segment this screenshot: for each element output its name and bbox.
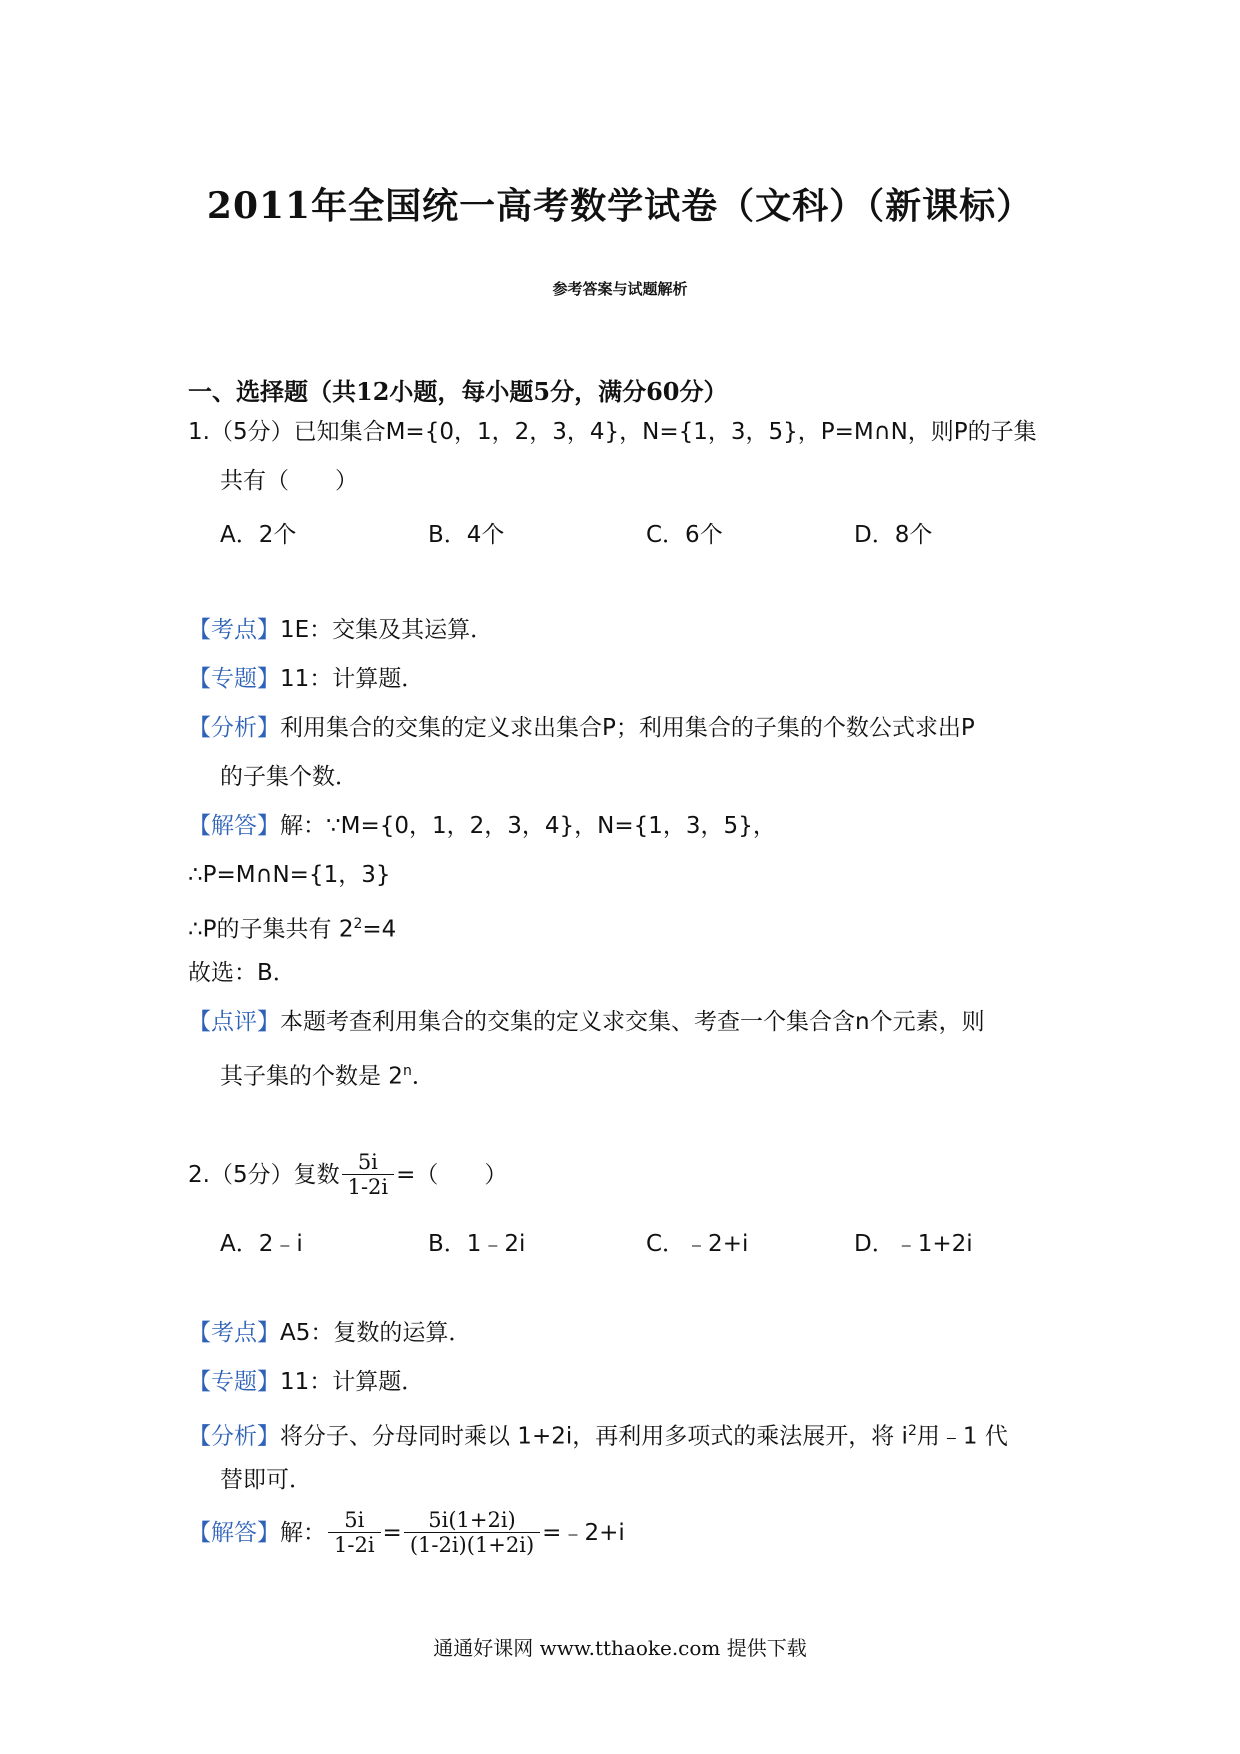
kaodian-tag: 【考点】 — [188, 1320, 280, 1346]
jieda3-sup: 2 — [353, 916, 363, 932]
page-title: 2011年全国统一高考数学试卷（文科）（新课标） — [206, 185, 1034, 227]
kaodian-text: 1E：交集及其运算． — [280, 617, 494, 643]
jieda-post: =﹣2+i — [542, 1519, 625, 1546]
section-heading: 一、选择题（共12小题，每小题5分，满分60分） — [188, 377, 728, 406]
jieda-fraction-1 — [328, 1508, 381, 1557]
q1-fenxi-line2: 的子集个数． — [220, 764, 358, 790]
jieda-fraction-2 — [404, 1508, 540, 1557]
q1-zhuanti — [188, 663, 424, 695]
f2-den: (1-2i)(1+2i) — [404, 1532, 540, 1557]
q1-jieda-line4: 故选：B． — [188, 960, 296, 986]
jieda3-pre: ∴P的子集共有 2 — [188, 916, 354, 943]
jieda-tag: 【解答】 — [188, 1519, 280, 1546]
q1-jieda — [188, 810, 776, 842]
jieda3-post: =4 — [362, 916, 397, 943]
zhuanti-text: 11：计算题． — [280, 666, 425, 692]
q2-stem — [188, 1150, 507, 1199]
fenxi-tag: 【分析】 — [188, 1423, 280, 1450]
q2-option-b: B．1﹣2i — [428, 1231, 526, 1257]
jieda-pre: 解： — [280, 1519, 326, 1546]
dianping2-pre: 其子集的个数是 2 — [220, 1063, 403, 1090]
q1-option-c: C．6个 — [646, 522, 723, 548]
q1-jieda-line3 — [188, 908, 396, 946]
f1-den: 1-2i — [328, 1532, 381, 1557]
jieda-tag: 【解答】 — [188, 813, 280, 839]
q1-kaodian — [188, 614, 493, 646]
q1-dianping — [188, 1006, 985, 1038]
kaodian-text: A5：复数的运算． — [280, 1320, 472, 1346]
q1-option-a: A．2个 — [220, 522, 297, 548]
q2-zhuanti — [188, 1366, 424, 1398]
f1-num: 5i — [344, 1508, 365, 1532]
q1-fenxi — [188, 712, 975, 744]
q1-stem-line1: 1.（5分）已知集合M={0，1，2，3，4}，N={1，3，5}，P=M∩N，则P的子集 — [188, 419, 1037, 445]
q2-option-a: A．2﹣i — [220, 1231, 303, 1257]
dianping2-post: ． — [411, 1063, 435, 1090]
page-footer: 通通好课网 www.tthaoke.com 提供下载 — [433, 1636, 807, 1660]
fenxi1-sup: 2 — [907, 1423, 917, 1439]
fenxi-text: 利用集合的交集的定义求出集合P；利用集合的子集的个数公式求出P — [280, 715, 975, 741]
q2-option-c: C．﹣2+i — [646, 1231, 749, 1257]
q2-option-d: D．﹣1+2i — [854, 1231, 973, 1257]
kaodian-tag: 【考点】 — [188, 617, 280, 643]
zhuanti-text: 11：计算题． — [280, 1369, 425, 1395]
q2-fraction — [342, 1150, 395, 1199]
page-subtitle: 参考答案与试题解析 — [552, 280, 688, 298]
dianping-tag: 【点评】 — [188, 1009, 280, 1035]
q1-stem-line2: 共有（ ） — [220, 468, 358, 494]
fenxi1-pre: 将分子、分母同时乘以 1+2i，再利用多项式的乘法展开，将 i — [280, 1423, 908, 1450]
q2-fenxi-line2: 替即可． — [220, 1467, 312, 1493]
dianping2-sup: n — [402, 1063, 412, 1079]
q2-fenxi — [188, 1415, 1008, 1453]
q2-jieda — [188, 1508, 625, 1557]
fenxi-tag: 【分析】 — [188, 715, 280, 741]
q2-frac-den: 1-2i — [342, 1174, 395, 1199]
zhuanti-tag: 【专题】 — [188, 666, 280, 692]
q1-option-d: D．8个 — [854, 522, 933, 548]
q1-jieda-line2: ∴P=M∩N={1，3} — [188, 862, 391, 888]
dianping-text: 本题考查利用集合的交集的定义求交集、考查一个集合含n个元素，则 — [280, 1009, 985, 1035]
q1-option-b: B．4个 — [428, 522, 505, 548]
q2-stem-post: =（ ） — [396, 1161, 508, 1188]
equals-sign: = — [382, 1519, 402, 1546]
q1-dianping-line2 — [220, 1055, 435, 1093]
q2-frac-num: 5i — [357, 1150, 378, 1174]
q2-kaodian — [188, 1317, 471, 1349]
q2-stem-pre: 2.（5分）复数 — [188, 1161, 340, 1188]
jieda-text: 解：∵M={0，1，2，3，4}，N={1，3，5}， — [280, 813, 776, 839]
zhuanti-tag: 【专题】 — [188, 1369, 280, 1395]
fenxi1-post: 用﹣1 代 — [916, 1423, 1008, 1450]
f2-num: 5i(1+2i) — [428, 1508, 516, 1532]
